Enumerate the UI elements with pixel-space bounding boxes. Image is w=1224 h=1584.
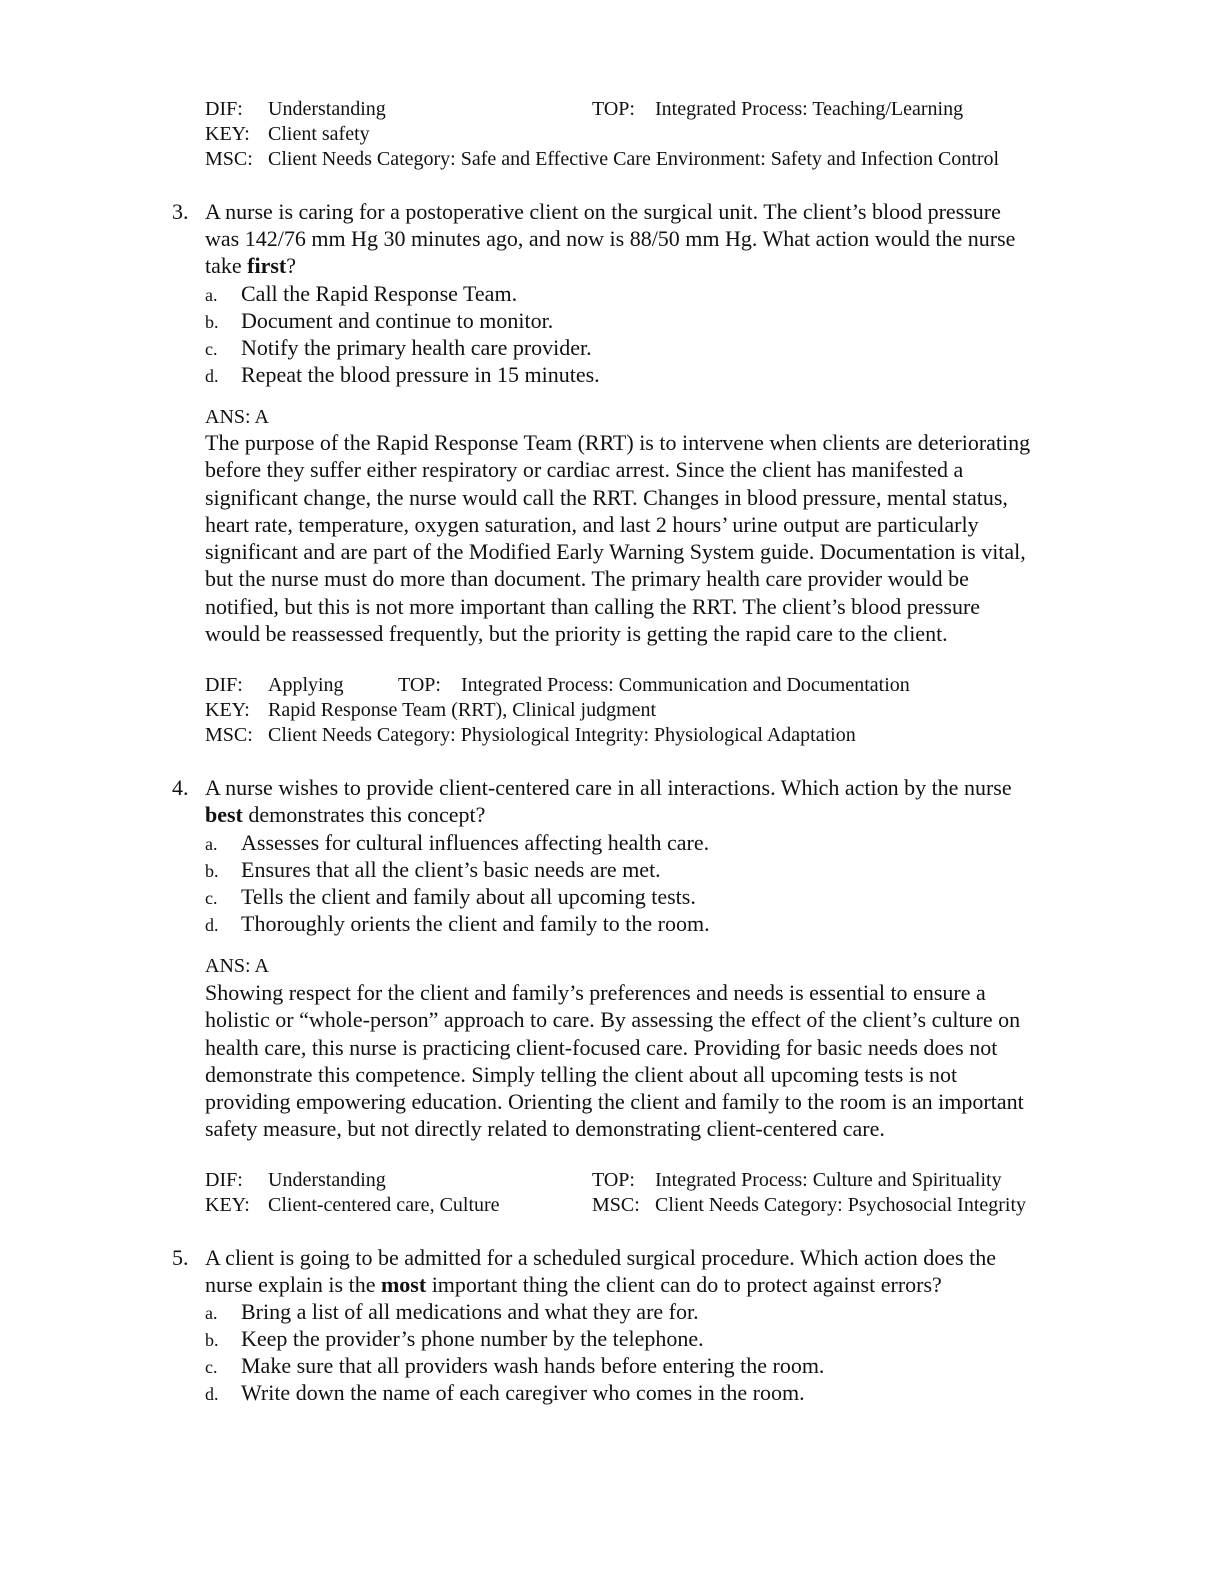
q5-option-a: a. [205, 1303, 218, 1323]
q3-msc-value: Client Needs Category: Physiological Integrity: Physiological Adaptation [268, 724, 856, 746]
q4-option-d-text: Thoroughly orients the client and family to the room. [241, 911, 710, 936]
q3-stem-line-3: take first? [205, 253, 297, 278]
q3-key-value: Rapid Response Team (RRT), Clinical judgment [268, 699, 657, 721]
q4-dif-label: DIF: [205, 1169, 243, 1191]
q4-option-a-text: Assesses for cultural influences affecting health care. [241, 830, 710, 855]
q5-option-b: b. [205, 1330, 219, 1350]
q4-msc-value: Client Needs Category: Psychosocial Integrity [655, 1194, 1027, 1216]
q3-stem-line-2: was 142/76 mm Hg 30 minutes ago, and now is 88/50 mm Hg. What action would the nurse [205, 226, 1016, 251]
q3-option-c: c. [205, 339, 218, 359]
q5-option-b-text: Keep the provider’s phone number by the telephone. [241, 1326, 704, 1351]
q4-top-label: TOP: [592, 1169, 635, 1191]
q4-option-c-text: Tells the client and family about all upcoming tests. [241, 884, 696, 909]
q3-dif-label: DIF: [205, 674, 243, 696]
q4-emphasis: best [205, 802, 243, 827]
q3-option-a-text: Call the Rapid Response Team. [241, 281, 518, 306]
q4-option-b-text: Ensures that all the client’s basic needs are met. [241, 857, 661, 882]
q3-msc-label: MSC: [205, 724, 253, 746]
q2-msc-value: Client Needs Category: Safe and Effective Care Environment: Safety and Infection Control [268, 148, 1000, 170]
q4-top-value: Integrated Process: Culture and Spirituality [655, 1169, 1002, 1191]
q4-option-b: b. [205, 861, 219, 881]
q4-dif-value: Understanding [268, 1169, 386, 1191]
q2-dif-value: Understanding [268, 98, 386, 120]
q5-option-d: d. [205, 1384, 219, 1404]
q4-stem-line-1: A nurse wishes to provide client-centered care in all interactions. Which action by the nurse [205, 775, 1012, 800]
q5-emphasis: most [380, 1272, 427, 1297]
q3-key-label: KEY: [205, 699, 250, 721]
q3-option-d-text: Repeat the blood pressure in 15 minutes. [241, 362, 600, 387]
q5-option-c: c. [205, 1357, 218, 1377]
q5-stem-line-1: A client is going to be admitted for a scheduled surgical procedure. Which action does the [205, 1245, 996, 1270]
q3-option-b: b. [205, 312, 219, 332]
q4-key-value: Client-centered care, Culture [268, 1194, 500, 1216]
q4-option-a: a. [205, 834, 218, 854]
q2-key-value: Client safety [268, 123, 370, 145]
q4-rationale: Showing respect for the client and family’s preferences and needs is essential to ensure a holistic or “whole-person” approach to care. By assessing the effect of the client’s culture on health care, this nurse is practicing client-focused care. Providing for basic needs does not demonstrate this competence. Simply telling the client about all upcoming tests is not providing empowering education. Orienting the client and family to the room is an important safety measure, but not directly related to demonstrating client-centered care. [205, 980, 1024, 1142]
q2-top-label: TOP: [592, 98, 635, 120]
q3-option-a: a. [205, 285, 218, 305]
q2-key-label: KEY: [205, 123, 250, 145]
q2-dif-label: DIF: [205, 98, 243, 120]
q3-top-value: Integrated Process: Communication and Documentation [461, 674, 910, 696]
q2-msc-label: MSC: [205, 148, 253, 170]
q3-answer: ANS: A [205, 406, 269, 428]
q5-option-a-text: Bring a list of all medications and what they are for. [241, 1299, 699, 1324]
q4-number: 4. [172, 775, 189, 800]
q4-key-label: KEY: [205, 1194, 250, 1216]
q3-option-d: d. [205, 366, 219, 386]
q4-stem-line-2: best demonstrates this concept? [205, 802, 486, 827]
q4-answer: ANS: A [205, 955, 269, 977]
q3-option-c-text: Notify the primary health care provider. [241, 335, 592, 360]
q4-option-d: d. [205, 915, 219, 935]
q5-option-d-text: Write down the name of each caregiver who comes in the room. [241, 1380, 805, 1405]
q5-number: 5. [172, 1245, 189, 1270]
q5-option-c-text: Make sure that all providers wash hands before entering the room. [241, 1353, 825, 1378]
q3-option-b-text: Document and continue to monitor. [241, 308, 554, 333]
q3-top-label: TOP: [398, 674, 441, 696]
q3-number: 3. [172, 199, 189, 224]
q3-dif-value: Applying [268, 674, 344, 696]
q4-option-c: c. [205, 888, 218, 908]
q3-stem-line-1: A nurse is caring for a postoperative client on the surgical unit. The client’s blood pressure [205, 199, 1001, 224]
q3-rationale: The purpose of the Rapid Response Team (RRT) is to intervene when clients are deteriorating before they suffer either respiratory or cardiac arrest. Since the client has manifested a significant change, the nurse would call the RRT. Changes in blood pressure, mental status, heart rate, temperature, oxygen saturation, and last 2 hours’ urine output are particularly significant and are part of the Modified Early Warning System guide. Documentation is vital, but the nurse must do more than document. The primary health care provider would be notified, but this is not more important than calling the RRT. The client’s blood pressure would be reassessed frequently, but the priority is getting the rapid care to the client. [205, 430, 1031, 647]
q2-top-value: Integrated Process: Teaching/Learning [655, 98, 964, 120]
q4-msc-label: MSC: [592, 1194, 640, 1216]
q3-emphasis: first [247, 253, 287, 278]
q5-stem-line-2: nurse explain is the most important thing the client can do to protect against errors? [205, 1272, 942, 1297]
